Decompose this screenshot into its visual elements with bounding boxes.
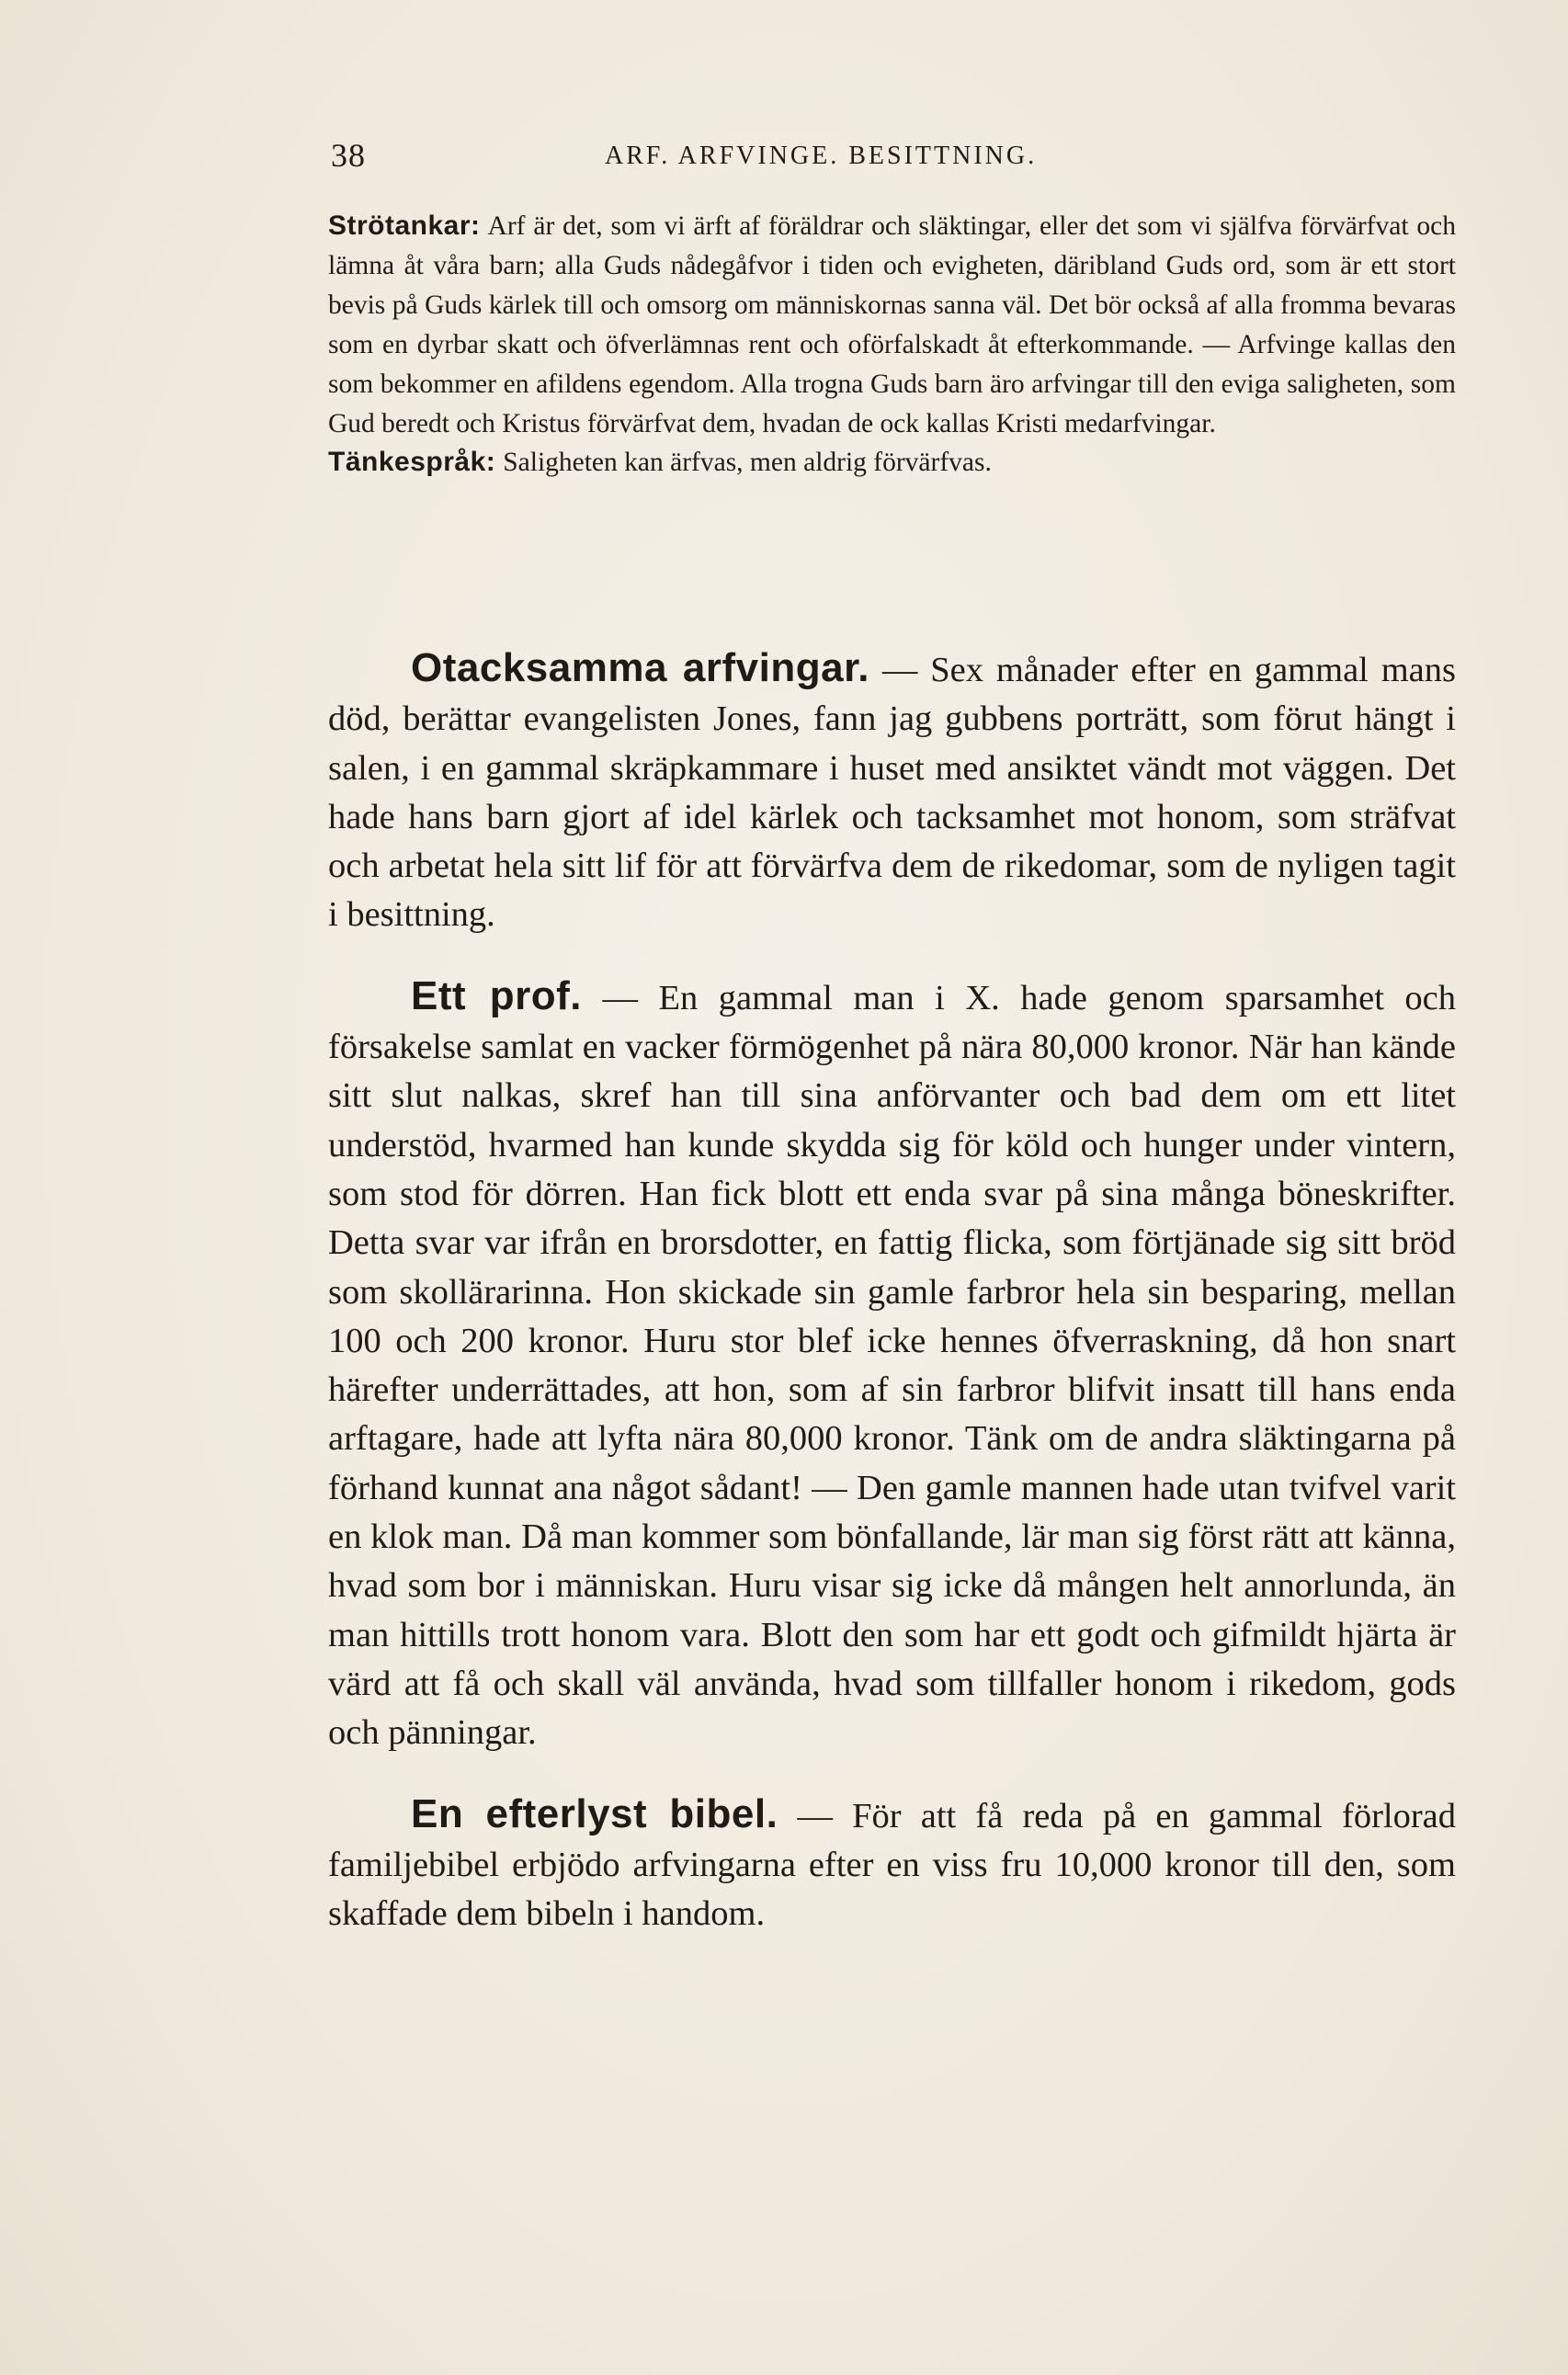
section-en-efterlyst-bibel: [328, 1790, 1456, 1939]
tankesprak-label: Tänkespråk:: [328, 447, 496, 478]
main-text: [328, 643, 1456, 1970]
strotankar-paragraph: [328, 207, 1456, 443]
section-body: — Sex månader efter en gammal mans död, berättar evangelisten Jones, fann jag gubbens porträtt, som förut hängt i salen, i en gammal skräpkammare i huset med ansiktet vändt mot väggen. Det hade hans barn gjort af idel kärlek och tacksamhet mot honom, som sträfvat och arbetat hela sitt lif för att förvärfva dem de rikedomar, som de nyligen tagit i besittning.: [328, 651, 1456, 935]
section-otacksamma-arfvingar: [328, 643, 1456, 940]
section-heading: Otacksamma arfvingar.: [411, 645, 869, 690]
strotankar-label: Strötankar:: [328, 210, 481, 241]
section-ett-prof: [328, 972, 1456, 1758]
tankesprak-text: Saligheten kan ärfvas, men aldrig förvärfvas.: [503, 448, 992, 478]
page-header: [331, 136, 1250, 182]
section-heading: En efterlyst bibel.: [411, 1790, 778, 1836]
section-heading: Ett prof.: [411, 972, 583, 1018]
section-body: — En gammal man i X. hade genom sparsamhet och försakelse samlat en vacker förmögenhet på nära 80,000 kronor. När han kände sitt slut nalkas, skref han till sina anförvanter och bad dem om ett litet understöd, hvarmed han kunde skydda sig för köld och hunger under vintern, som stod för dörren. Han fick blott ett enda svar på sina många böneskrifter. Detta svar var ifrån en brorsdotter, en fattig flicka, som förtjänade sig sitt bröd som skollärarinna. Hon skickade sin gamle farbror hela sin besparing, mellan 100 och 200 kronor. Huru stor blef icke hennes öfverraskning, då hon snart härefter underrättades, att hon, som af sin farbror blifvit insatt till hans enda arftagare, hade att lyfta nära 80,000 kronor. Tänk om de andra släktingarna på förhand kunnat ana något sådant! — Den gamle mannen hade utan tvifvel varit en klok man. Då man kommer som bönfallande, lär man sig först rätt att känna, hvad som bor i människan. Huru visar sig icke då mången helt annorlunda, än man hittills trott honom vara. Blott den som har ett godt och gifmildt hjärta är värd att få och skall väl använda, hvad som tillfaller honom i rikedom, gods och pänningar.: [328, 978, 1457, 1753]
notes-block: [328, 207, 1456, 483]
running-head: ARF. ARFVINGE. BESITTNING.: [605, 142, 1038, 170]
tankesprak-paragraph: [328, 443, 1456, 483]
page-number: 38: [331, 137, 366, 174]
strotankar-text: Arf är det, som vi ärft af föräldrar och släktingar, eller det som vi själfva förvärfvat och lämna åt våra barn; alla Guds nådegåfvor i tiden och evigheten, däribland Guds ord, som är ett stort bevis på Guds kärlek till och omsorg om människornas sanna väl. Det bör också af alla fromma bevaras som en dyrbar skatt och öfverlämnas rent och oförfalskadt åt efterkommande. — Arfvinge kallas den som bekommer en afildens egendom. Alla trogna Guds barn äro arfvingar till den eviga saligheten, som Gud beredt och Kristus förvärfvat dem, hvadan de ock kallas Kristi medarfvingar.: [328, 211, 1456, 438]
section-body: — För att få reda på en gammal förlorad familjebibel erbjödo arfvingarna efter en viss fru 10,000 kronor till den, som skaffade dem bibeln i handom.: [328, 1796, 1457, 1934]
